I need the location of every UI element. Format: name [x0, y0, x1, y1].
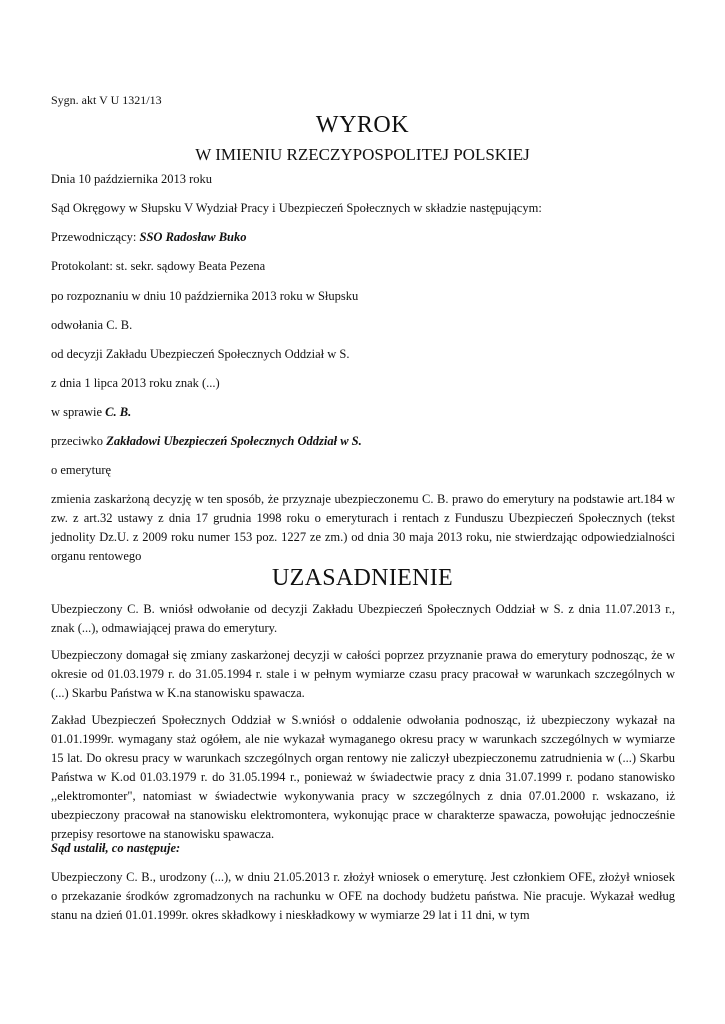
presiding-judge: [51, 230, 247, 245]
clerk: Protokolant: st. sekr. sądowy Beata Pezena: [51, 259, 266, 273]
justification-paragraph-4: Ubezpieczony C. B., urodzony (...), w dniu 21.05.2013 r. złożył wniosek o emeryturę. Jest członkiem OFE, złożył wniosek o przekazanie środków zgromadzonych na rachunku w OFE na dochody budżetu państwa. Nie pracuje. Wykazał według stanu na dzień 01.01.1999r. okres składkowy i nieskładkowy w wymiarze 29 lat i 11 dni, w tym: [51, 870, 675, 922]
justification-title: UZASADNIENIE: [272, 565, 453, 591]
findings-heading: Sąd ustalił, co następuje:: [51, 841, 181, 855]
decision-date: z dnia 1 lipca 2013 roku znak (...): [51, 376, 220, 390]
case-subject: o emeryturę: [51, 463, 112, 477]
opposing-party: [51, 434, 362, 449]
case-number: Sygn. akt V U 1321/13: [51, 93, 162, 107]
case-party-name: C. B.: [105, 405, 132, 419]
justification-paragraph-1: Ubezpieczony C. B. wniósł odwołanie od decyzji Zakładu Ubezpieczeń Społecznych Oddział w S. z dnia 11.07.2013 r., znak (...), odmawiającej prawa do emerytury.: [51, 602, 675, 635]
justification-paragraph-3: Zakład Ubezpieczeń Społecznych Oddział w S.wniósł o oddalenie odwołania podnosząc, iż ubezpieczony wykazał na 01.01.1999r. wymagany staż ogółem, ale nie wykazał wymaganego okresu pracy w warunkach szczególnych w wymiarze 15 lat. Do okresu pracy w warunkach szczególnych organ rentowy nie zaliczył ubezpieczonemu zatrudnienia w (...) Skarbu Państwa w K.od 01.03.1979 r. do 31.05.1994 r., ponieważ w świadectwie pracy z dnia 31.07.1999 r. podano stanowisko ,,elektromonter", natomiast w świadectwie wykonywania pracy w szczególnych z dnia 07.01.2000 r. wskazano, iż ubezpieczony pracował na stanowisku elektromontera, wykonując prace w charakterze spawacza, powołując jednocześnie przepisy resortowe na stanowisku spawacza.: [51, 713, 675, 841]
against-label: przeciwko: [51, 434, 107, 448]
justification-paragraph-2: Ubezpieczony domagał się zmiany zaskarżonej decyzji w całości poprzez przyznanie prawa do emerytury podnosząc, że w okresie od 01.03.1979 r. do 31.05.1994 r. stale i w pełnym wymiarze czasu pracy pracował w warunkach szczególnych w (...) Skarbu Państwa w K.na stanowisku spawacza.: [51, 648, 675, 700]
hearing-info: po rozpoznaniu w dniu 10 października 2013 roku w Słupsku: [51, 289, 359, 303]
appeal-info: odwołania C. B.: [51, 318, 133, 332]
presiding-label: Przewodniczący:: [51, 230, 140, 244]
document-subtitle: W IMIENIU RZECZYPOSPOLITEJ POLSKIEJ: [195, 145, 530, 164]
case-label: w sprawie: [51, 405, 106, 419]
court-composition: Sąd Okręgowy w Słupsku V Wydział Pracy i Ubezpieczeń Społecznych w składzie następującym:: [51, 201, 542, 215]
document-title: WYROK: [315, 112, 410, 138]
verdict-date: Dnia 10 października 2013 roku: [51, 172, 213, 186]
against-party-name: Zakładowi Ubezpieczeń Społecznych Oddział w S.: [106, 434, 362, 448]
verdict-text: zmienia zaskarżoną decyzję w ten sposób, że przyznaje ubezpieczonemu C. B. prawo do emerytury na podstawie art.184 w zw. z art.32 ustawy z dnia 17 grudnia 1998 roku o emeryturach i rentach z Funduszu Ubezpieczeń Społecznych (tekst jednolity Dz.U. z 2009 roku numer 153 poz. 1227 ze zm.) od dnia 30 maja 2013 roku, nie stwierdzając odpowiedzialności organu rentowego: [51, 492, 675, 563]
decision-source: od decyzji Zakładu Ubezpieczeń Społecznych Oddział w S.: [51, 347, 350, 361]
presiding-name: SSO Radosław Buko: [139, 230, 247, 244]
case-party: [51, 405, 131, 420]
